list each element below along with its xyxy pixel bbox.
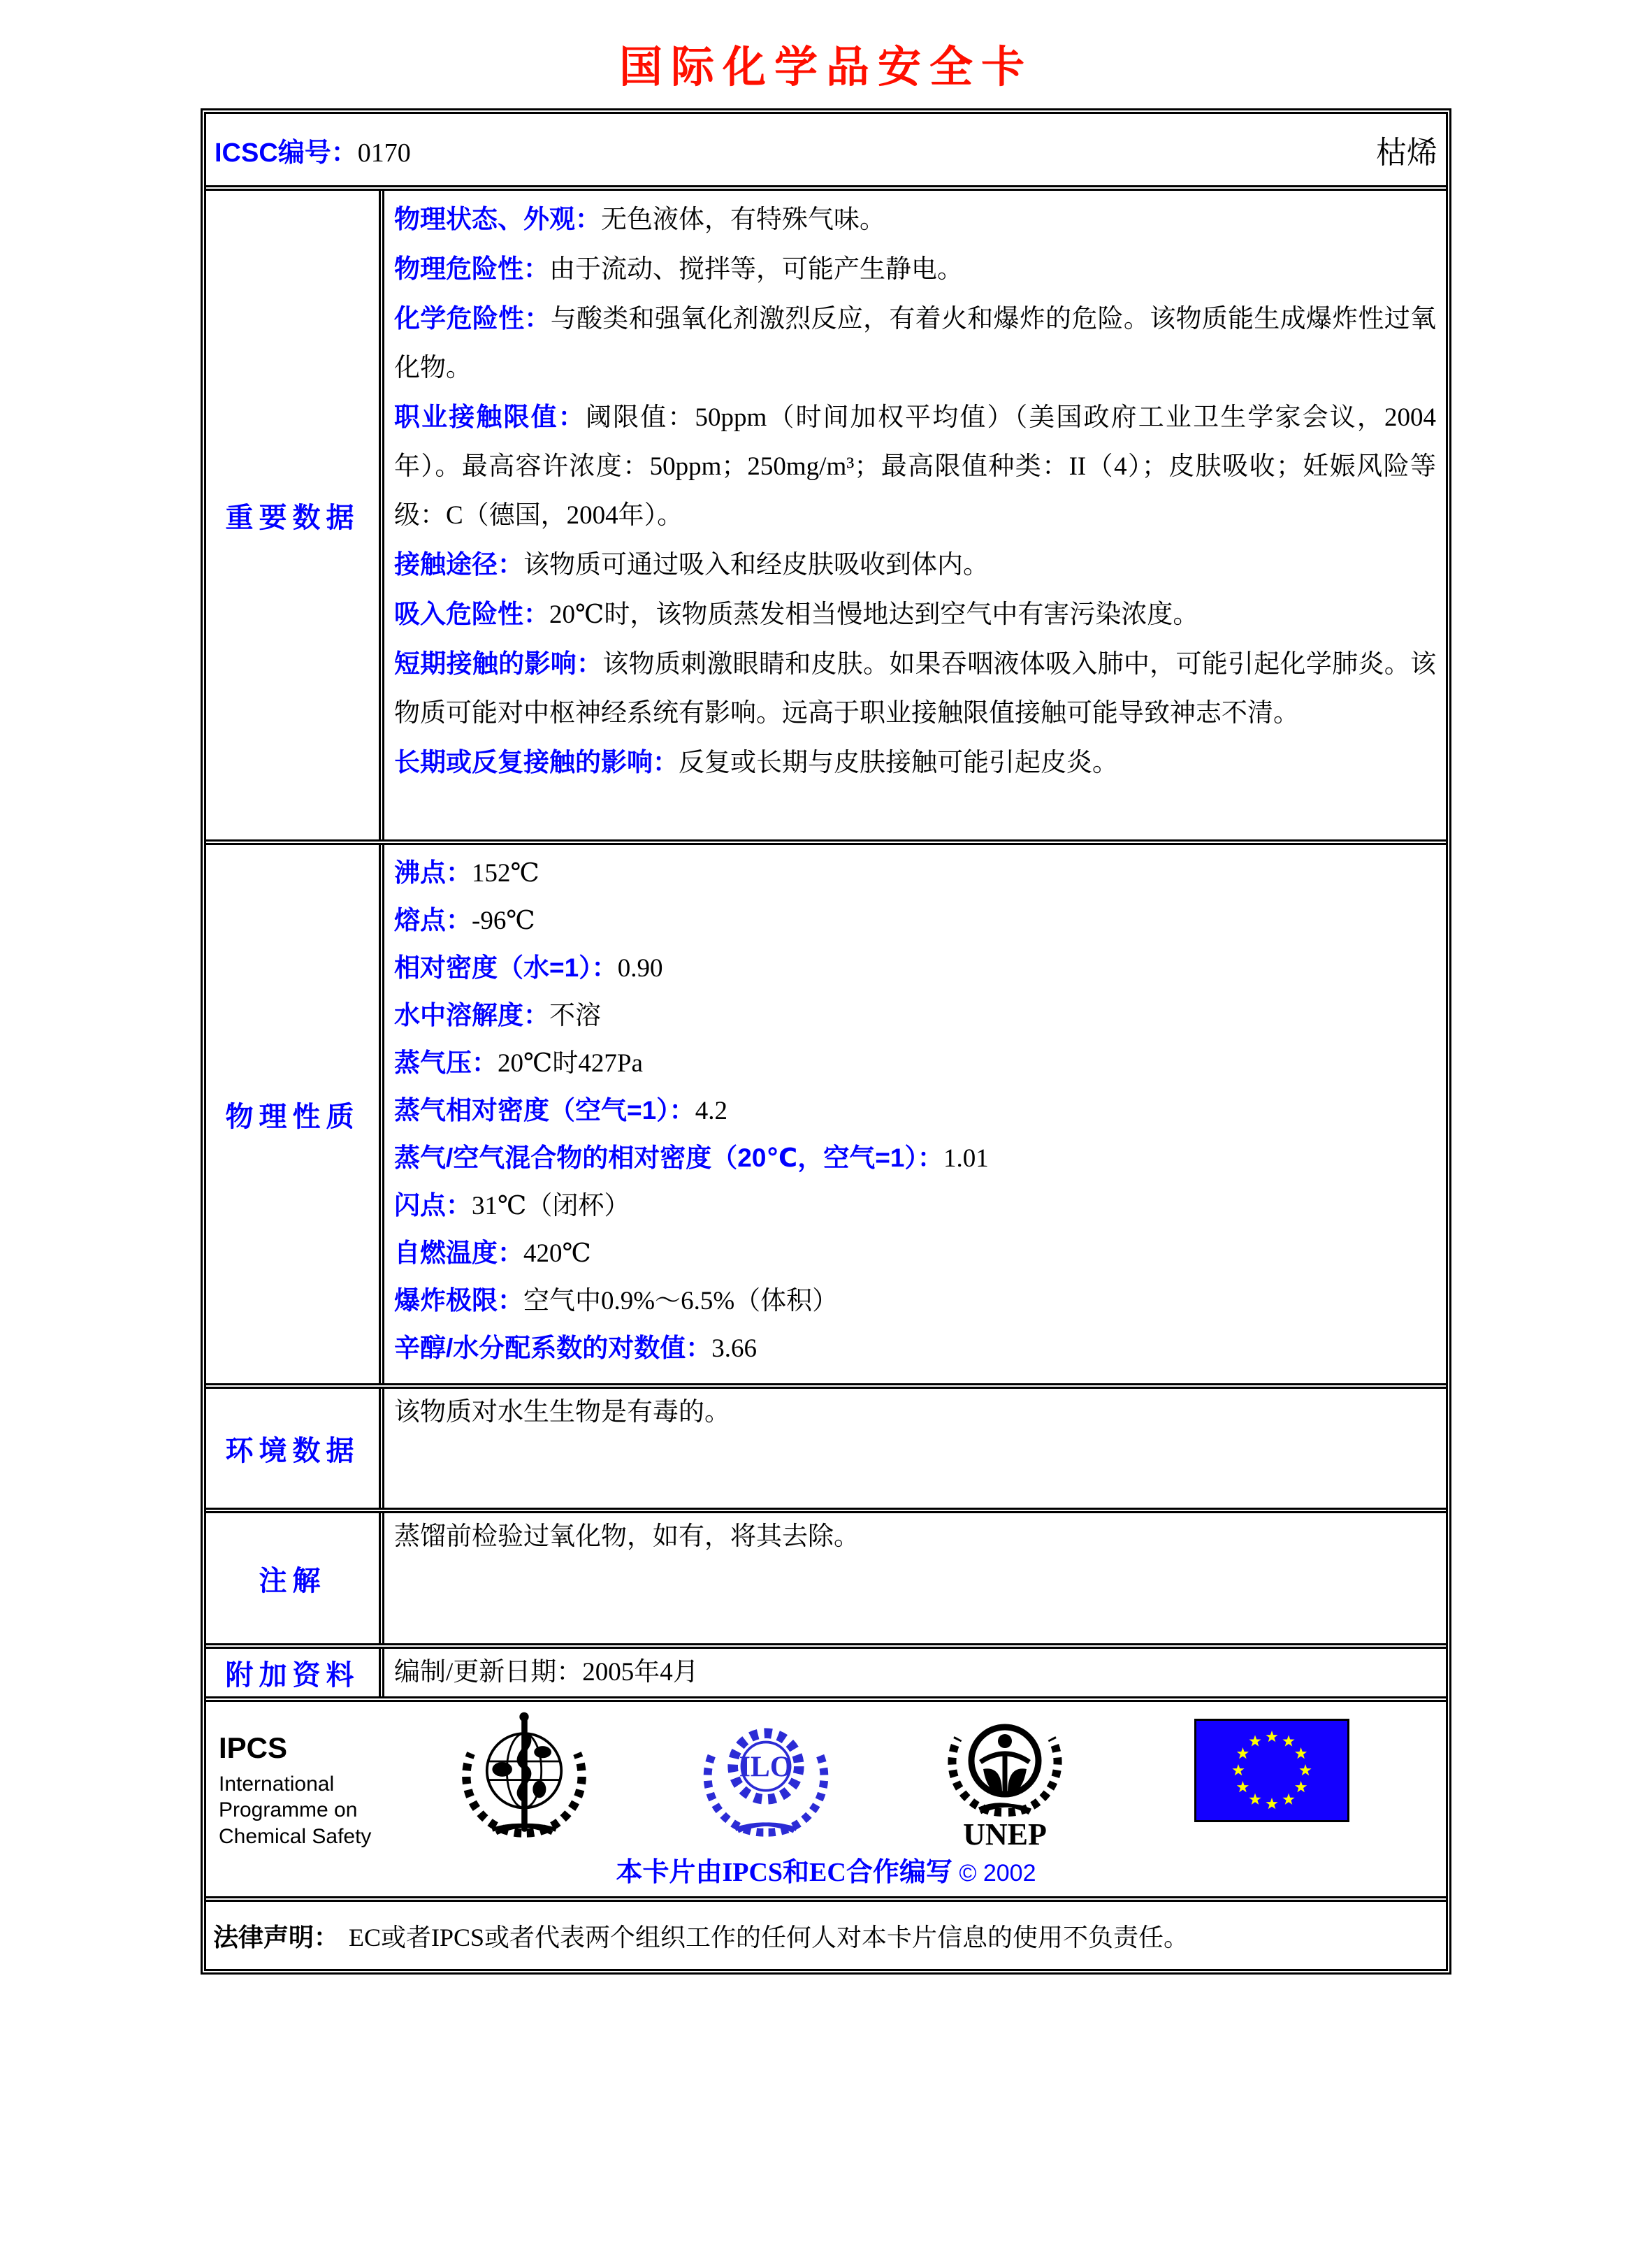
physical-item <box>394 1087 1436 1134</box>
icsc-card-table <box>201 108 1451 1975</box>
physical-properties-content <box>384 845 1446 1383</box>
important-item <box>394 738 1436 788</box>
section-label-notes: 注解 <box>206 1513 384 1643</box>
eu-flag-icon <box>1194 1719 1349 1822</box>
icsc-number-group <box>215 131 411 169</box>
physical-item <box>394 944 1436 992</box>
credit-text: 本卡片由IPCS和EC合作编写 <box>616 1858 952 1887</box>
chemical-name: 枯烯 <box>1376 136 1437 170</box>
important-item <box>394 245 1436 294</box>
section-label-physical: 物理性质 <box>206 845 384 1383</box>
field-label: 物理危险性： <box>394 254 549 283</box>
important-item <box>394 540 1436 590</box>
physical-item <box>394 897 1436 944</box>
field-value: 与酸类和强氧化剂激烈反应，有着火和爆炸的危险。该物质能生成爆炸性过氧化物。 <box>394 305 1437 382</box>
physical-item <box>394 1134 1436 1182</box>
field-value: 空气中0.9%～6.5%（体积） <box>523 1287 839 1315</box>
physical-item <box>394 1277 1436 1325</box>
important-item <box>394 294 1436 393</box>
unep-wordmark: UNEP <box>963 1817 1047 1849</box>
field-value: 该物质刺激眼睛和皮肤。如果吞咽液体吸入肺中，可能引起化学肺炎。该物质可能对中枢神经系统有影响。远高于职业接触限值接触可能导致神志不清。 <box>394 650 1437 728</box>
important-item <box>394 393 1436 540</box>
environmental-data-content <box>384 1389 1446 1508</box>
field-label: 化学危险性： <box>394 304 551 333</box>
notes-text: 蒸馏前检验过氧化物，如有，将其去除。 <box>394 1522 860 1551</box>
field-value: 不溶 <box>549 1002 601 1030</box>
field-value: -96℃ <box>472 907 535 935</box>
field-value: 20℃时427Pa <box>498 1049 643 1078</box>
field-value: 152℃ <box>472 859 539 888</box>
field-value: 3.66 <box>711 1334 758 1363</box>
important-data-content <box>384 191 1446 839</box>
field-label: 辛醇/水分配系数的对数值： <box>394 1334 712 1362</box>
ipcs-line: Programme on <box>219 1798 358 1821</box>
who-emblem-icon <box>458 1706 590 1843</box>
field-value: 1.01 <box>943 1144 989 1173</box>
copyright-text: © 2002 <box>959 1860 1036 1886</box>
ipcs-line: International <box>219 1772 335 1796</box>
notes-content <box>384 1513 1446 1643</box>
addendum-text: 编制/更新日期：2005年4月 <box>394 1658 699 1687</box>
legal-notice-row <box>206 1902 1446 1969</box>
field-value: 该物质可通过吸入和经皮肤吸收到体内。 <box>523 551 989 579</box>
physical-item <box>394 849 1436 897</box>
section-environmental-data <box>206 1389 1446 1513</box>
field-label: 沸点： <box>394 858 472 887</box>
field-label: 职业接触限值： <box>394 403 586 431</box>
field-label: 闪点： <box>394 1191 472 1220</box>
environmental-data-text: 该物质对水生生物是有毒的。 <box>394 1398 730 1427</box>
field-label: 爆炸极限： <box>394 1286 523 1315</box>
field-label: 吸入危险性： <box>394 600 549 628</box>
ipcs-text-block <box>219 1730 371 1849</box>
field-value: 4.2 <box>695 1097 727 1125</box>
field-label: 短期接触的影响： <box>394 649 603 678</box>
important-item <box>394 195 1436 245</box>
icsc-number-label: ICSC编号： <box>215 138 358 168</box>
physical-item <box>394 992 1436 1039</box>
section-addendum <box>206 1649 1446 1702</box>
physical-item <box>394 1182 1436 1229</box>
field-value: 0.90 <box>617 954 663 983</box>
page-title: 国际化学品安全卡 <box>618 44 1033 92</box>
field-value: 420℃ <box>523 1239 591 1268</box>
ipcs-acronym: IPCS <box>219 1731 288 1764</box>
field-label: 接触途径： <box>394 550 523 579</box>
section-label-important: 重要数据 <box>206 191 384 839</box>
field-label: 相对密度（水=1）： <box>394 953 618 982</box>
legal-notice-label: 法律声明： <box>213 1922 340 1951</box>
field-value: 20℃时，该物质蒸发相当慢地达到空气中有害污染浓度。 <box>549 600 1199 629</box>
field-label: 蒸气/空气混合物的相对密度（20℃，空气=1）： <box>394 1143 943 1172</box>
field-label: 物理状态、外观： <box>394 205 601 233</box>
field-value: 反复或长期与皮肤接触可能引起皮炎。 <box>679 749 1118 777</box>
ipcs-line: Chemical Safety <box>219 1824 372 1848</box>
field-value: 无色液体，有特殊气味。 <box>601 205 885 234</box>
field-label: 蒸气相对密度（空气=1）： <box>394 1096 695 1125</box>
ilo-emblem-icon <box>702 1709 829 1839</box>
header-row <box>206 114 1446 191</box>
section-physical-properties <box>206 845 1446 1389</box>
field-label: 水中溶解度： <box>394 1001 549 1030</box>
physical-item <box>394 1229 1436 1277</box>
field-label: 蒸气压： <box>394 1048 498 1077</box>
physical-item <box>394 1039 1436 1087</box>
card-credit-caption <box>206 1850 1446 1889</box>
section-label-environment: 环境数据 <box>206 1389 384 1508</box>
section-label-addendum: 附加资料 <box>206 1649 384 1696</box>
field-label: 自燃温度： <box>394 1239 523 1267</box>
legal-notice-text: EC或者IPCS或者代表两个组织工作的任何人对本卡片信息的使用不负责任。 <box>349 1923 1189 1951</box>
field-label: 长期或反复接触的影响： <box>394 748 679 777</box>
section-notes <box>206 1513 1446 1649</box>
field-value: 阈限值：50ppm（时间加权平均值）（美国政府工业卫生学家会议，2004年）。最高容许浓度：50ppm；250mg/m³；最高限值种类：II（4）；皮肤吸收；妊娠风险等级：C（德国，2004年）。 <box>394 403 1437 530</box>
important-item <box>394 590 1436 640</box>
section-important-data <box>206 191 1446 845</box>
physical-item <box>394 1325 1436 1372</box>
addendum-content <box>384 1649 1446 1696</box>
unep-emblem-icon <box>945 1706 1064 1849</box>
field-label: 熔点： <box>394 906 472 934</box>
field-value: 31℃（闭杯） <box>472 1192 630 1220</box>
icsc-number-value: 0170 <box>357 138 411 168</box>
icsc-page <box>0 32 1652 2266</box>
important-item <box>394 640 1436 738</box>
field-value: 由于流动、搅拌等，可能产生静电。 <box>549 255 963 284</box>
footer-logos-row <box>206 1702 1446 1902</box>
ilo-wordmark: ILO <box>739 1751 793 1784</box>
